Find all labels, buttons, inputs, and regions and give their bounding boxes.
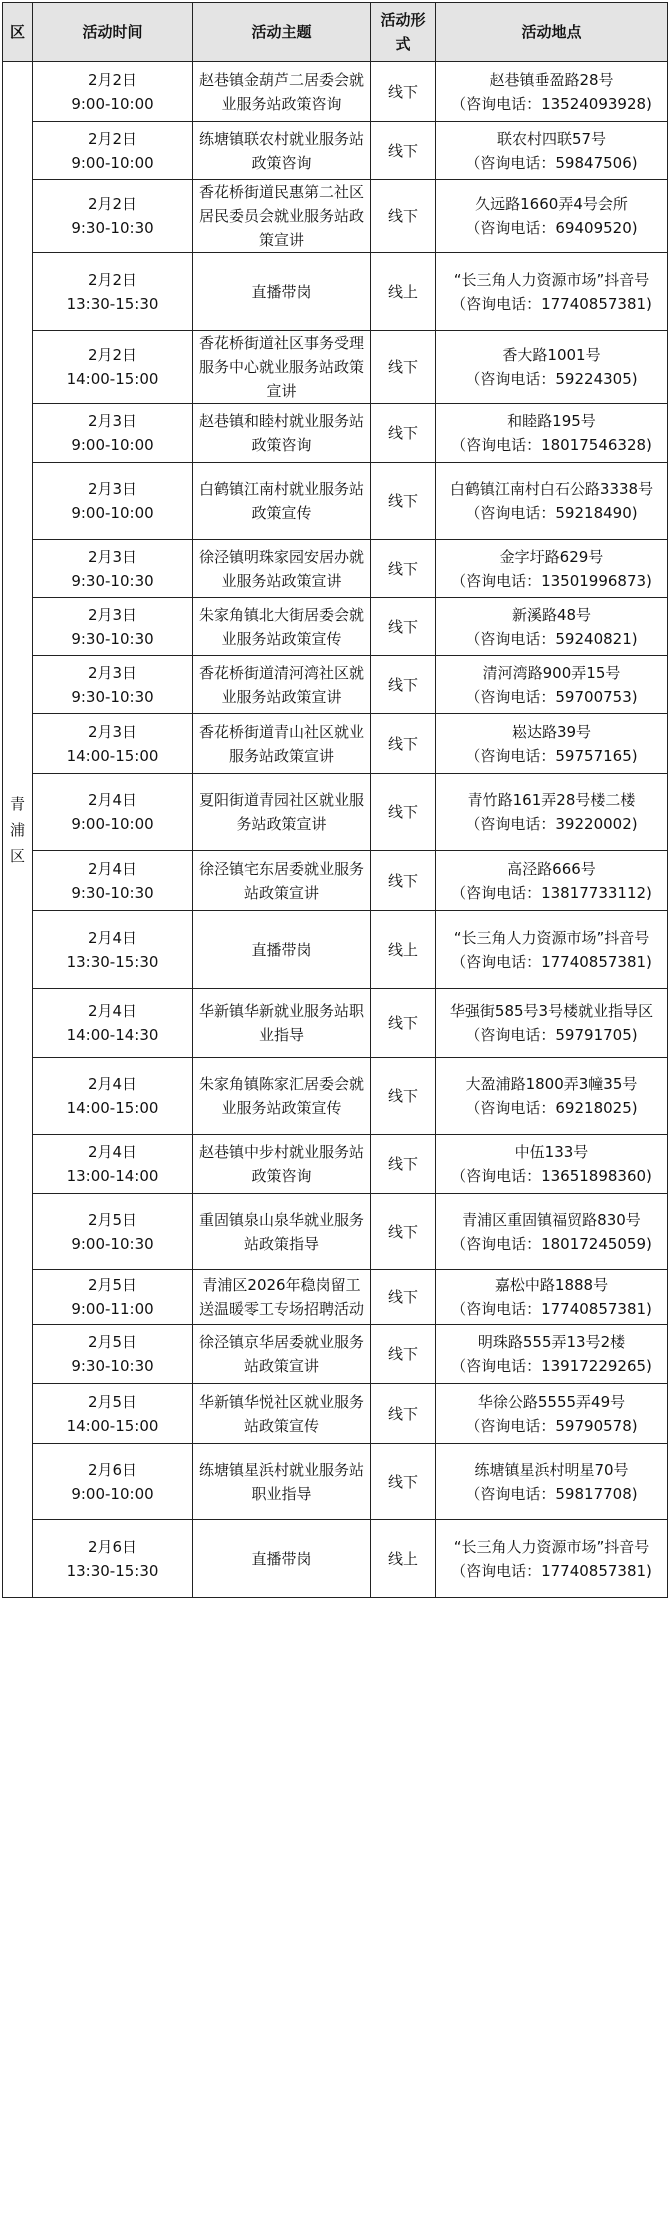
activity-form: 线上 [371, 911, 436, 989]
activity-time-cell [33, 1520, 193, 1598]
activity-form: 线下 [371, 598, 436, 656]
table-row [3, 1325, 668, 1384]
location-phone: （咨询电话：59817708) [465, 1484, 638, 1503]
table-row [3, 656, 668, 714]
activity-form: 线下 [371, 1135, 436, 1194]
activity-hours: 9:00-10:00 [71, 153, 154, 172]
activity-hours: 9:30-10:30 [71, 883, 154, 902]
activity-location-cell [436, 122, 668, 180]
activity-topic: 徐泾镇明珠家园安居办就业服务站政策宣讲 [193, 540, 371, 598]
activity-location-cell [436, 62, 668, 122]
activity-time-cell [33, 1444, 193, 1520]
activity-date: 2月2日 [87, 195, 138, 213]
location-phone: （咨询电话：59240821) [465, 629, 638, 648]
location-phone: （咨询电话：13524093928) [451, 94, 652, 113]
activity-date: 2月6日 [87, 1460, 138, 1479]
location-address: 练塘镇星浜村明星70号 [474, 1460, 629, 1479]
activity-form: 线下 [371, 1194, 436, 1270]
table-row [3, 989, 668, 1058]
activity-time-cell [33, 122, 193, 180]
location-phone: （咨询电话：59224305) [465, 370, 638, 388]
activity-location-cell [436, 1058, 668, 1135]
activity-time-cell [33, 1325, 193, 1384]
location-address: 赵巷镇垂盈路28号 [489, 70, 614, 89]
activity-hours: 9:00-10:00 [71, 94, 154, 113]
location-address: 青竹路161弄28号楼二楼 [467, 791, 636, 809]
activity-topic: 练塘镇联农村就业服务站政策咨询 [193, 122, 371, 180]
location-phone: （咨询电话：59218490) [465, 504, 638, 522]
activity-hours: 9:00-10:00 [71, 504, 154, 522]
activity-form: 线下 [371, 851, 436, 911]
activity-form: 线下 [371, 180, 436, 253]
activity-location-cell [436, 598, 668, 656]
activity-topic: 朱家角镇北大街居委会就业服务站政策宣传 [193, 598, 371, 656]
activity-location-cell [436, 1444, 668, 1520]
table-row [3, 404, 668, 463]
activity-location-cell [436, 851, 668, 911]
activity-location-cell [436, 1270, 668, 1325]
activity-time-cell [33, 656, 193, 714]
activity-form: 线下 [371, 331, 436, 404]
activity-location-cell [436, 774, 668, 851]
activity-form: 线下 [371, 404, 436, 463]
header-form: 活动形式 [371, 3, 436, 62]
activity-location-cell [436, 1520, 668, 1598]
activity-topic: 华新镇华悦社区就业服务站政策宣传 [193, 1384, 371, 1444]
activity-form: 线下 [371, 989, 436, 1058]
activity-date: 2月2日 [87, 346, 138, 364]
activity-location-cell [436, 253, 668, 331]
header-district: 区 [3, 3, 33, 62]
header-location: 活动地点 [436, 3, 668, 62]
activity-date: 2月4日 [87, 791, 138, 809]
table-row [3, 911, 668, 989]
activity-hours: 13:30-15:30 [66, 952, 159, 971]
activity-hours: 9:00-11:00 [71, 1300, 154, 1318]
location-phone: （咨询电话：39220002) [465, 815, 638, 833]
activity-topic: 朱家角镇陈家汇居委会就业服务站政策宣传 [193, 1058, 371, 1135]
activity-topic: 香花桥街道清河湾社区就业服务站政策宣讲 [193, 656, 371, 714]
activity-topic: 华新镇华新就业服务站职业指导 [193, 989, 371, 1058]
activity-location-cell [436, 911, 668, 989]
activity-hours: 9:30-10:30 [71, 219, 154, 237]
district-cell [3, 62, 33, 1598]
activity-time-cell [33, 714, 193, 774]
activity-location-cell [436, 1384, 668, 1444]
activity-topic: 徐泾镇京华居委就业服务站政策宣讲 [193, 1325, 371, 1384]
activity-time-cell [33, 180, 193, 253]
location-address: 大盈浦路1800弄3幢35号 [465, 1075, 638, 1093]
activity-topic: 香花桥街道民惠第二社区居民委员会就业服务站政策宣讲 [193, 180, 371, 253]
location-phone: （咨询电话：17740857381) [451, 952, 652, 971]
location-address: 青浦区重固镇福贸路830号 [462, 1210, 641, 1229]
activity-form: 线下 [371, 714, 436, 774]
activity-topic: 青浦区2026年稳岗留工送温暖零工专场招聘活动 [193, 1270, 371, 1325]
activity-topic: 夏阳街道青园社区就业服务站政策宣讲 [193, 774, 371, 851]
activity-date: 2月2日 [87, 270, 138, 289]
activity-date: 2月2日 [87, 70, 138, 89]
activity-date: 2月4日 [87, 1143, 138, 1161]
location-address: 清河湾路900弄15号 [482, 663, 621, 682]
location-address: 华徐公路5555弄49号 [477, 1392, 626, 1411]
activity-form: 线下 [371, 1270, 436, 1325]
location-phone: （咨询电话：69218025) [465, 1099, 638, 1117]
activity-time-cell [33, 404, 193, 463]
location-phone: （咨询电话：13651898360) [451, 1167, 652, 1185]
activity-form: 线下 [371, 656, 436, 714]
activity-form: 线下 [371, 1058, 436, 1135]
location-phone: （咨询电话：69409520) [465, 219, 638, 237]
table-header-row [3, 3, 668, 62]
activity-time-cell [33, 1194, 193, 1270]
location-address: “长三角人力资源市场”抖音号 [453, 1537, 650, 1556]
activity-hours: 13:30-15:30 [66, 294, 159, 313]
table-row [3, 122, 668, 180]
activity-hours: 9:30-10:30 [71, 629, 154, 648]
activity-location-cell [436, 1135, 668, 1194]
table-row [3, 1270, 668, 1325]
activity-form: 线上 [371, 1520, 436, 1598]
location-phone: （咨询电话：17740857381) [451, 1561, 652, 1580]
activity-time-cell [33, 540, 193, 598]
activity-date: 2月4日 [87, 928, 138, 947]
activity-date: 2月3日 [87, 663, 138, 682]
activity-hours: 9:00-10:00 [71, 1484, 154, 1503]
table-row [3, 253, 668, 331]
activity-schedule-table [2, 2, 668, 1598]
activity-time-cell [33, 1270, 193, 1325]
activity-time-cell [33, 851, 193, 911]
activity-date: 2月4日 [87, 1002, 138, 1020]
activity-location-cell [436, 1325, 668, 1384]
table-row [3, 1520, 668, 1598]
activity-topic: 赵巷镇金葫芦二居委会就业服务站政策咨询 [193, 62, 371, 122]
activity-time-cell [33, 911, 193, 989]
activity-hours: 9:30-10:30 [71, 1357, 154, 1375]
activity-date: 2月5日 [87, 1392, 138, 1411]
location-address: 明珠路555弄13号2楼 [477, 1333, 626, 1351]
activity-form: 线下 [371, 463, 436, 540]
activity-date: 2月3日 [87, 412, 138, 430]
table-row [3, 540, 668, 598]
location-address: 和睦路195号 [507, 412, 596, 430]
location-phone: （咨询电话：59757165) [465, 746, 638, 765]
activity-topic: 直播带岗 [193, 253, 371, 331]
location-address: 香大路1001号 [502, 346, 601, 364]
location-phone: （咨询电话：59700753) [465, 687, 638, 706]
location-phone: （咨询电话：59790578) [465, 1416, 638, 1435]
activity-time-cell [33, 1135, 193, 1194]
activity-form: 线下 [371, 1384, 436, 1444]
location-address: 久远路1660弄4号会所 [475, 195, 628, 213]
activity-hours: 14:00-14:30 [66, 1026, 159, 1044]
activity-topic: 直播带岗 [193, 911, 371, 989]
district-name: 青浦区 [9, 794, 25, 865]
activity-form: 线下 [371, 774, 436, 851]
location-address: 新溪路48号 [511, 605, 592, 624]
location-phone: （咨询电话：59847506) [465, 153, 638, 172]
table-row [3, 331, 668, 404]
table-row [3, 851, 668, 911]
table-row [3, 1058, 668, 1135]
table-row [3, 1444, 668, 1520]
activity-location-cell [436, 180, 668, 253]
activity-time-cell [33, 62, 193, 122]
activity-date: 2月6日 [87, 1537, 138, 1556]
activity-hours: 9:00-10:00 [71, 436, 154, 454]
table-row [3, 180, 668, 253]
location-address: 华强街585号3号楼就业指导区 [449, 1002, 654, 1020]
location-phone: （咨询电话：59791705) [465, 1026, 638, 1044]
activity-form: 线上 [371, 253, 436, 331]
location-address: 金字圩路629号 [499, 547, 604, 566]
activity-hours: 9:00-10:30 [71, 1234, 154, 1253]
activity-time-cell [33, 598, 193, 656]
activity-date: 2月3日 [87, 722, 138, 741]
activity-topic: 练塘镇星浜村就业服务站职业指导 [193, 1444, 371, 1520]
table-row [3, 774, 668, 851]
activity-location-cell [436, 1194, 668, 1270]
activity-hours: 9:30-10:30 [71, 687, 154, 706]
activity-topic: 香花桥街道社区事务受理服务中心就业服务站政策宣讲 [193, 331, 371, 404]
location-address: “长三角人力资源市场”抖音号 [453, 270, 650, 289]
activity-date: 2月5日 [87, 1276, 138, 1294]
location-phone: （咨询电话：13817733112) [451, 883, 652, 902]
activity-location-cell [436, 714, 668, 774]
activity-form: 线下 [371, 122, 436, 180]
location-phone: （咨询电话：13917229265) [451, 1357, 652, 1375]
activity-topic: 香花桥街道青山社区就业服务站政策宣讲 [193, 714, 371, 774]
activity-date: 2月5日 [87, 1210, 138, 1229]
activity-time-cell [33, 989, 193, 1058]
activity-hours: 13:30-15:30 [66, 1561, 159, 1580]
activity-location-cell [436, 656, 668, 714]
activity-hours: 14:00-15:00 [66, 746, 159, 765]
activity-date: 2月5日 [87, 1333, 138, 1351]
activity-date: 2月3日 [87, 547, 138, 566]
table-row [3, 1194, 668, 1270]
location-address: 联农村四联57号 [496, 129, 607, 148]
activity-hours: 9:30-10:30 [71, 571, 154, 590]
location-phone: （咨询电话：13501996873) [451, 571, 652, 590]
activity-topic: 赵巷镇中步村就业服务站政策咨询 [193, 1135, 371, 1194]
activity-hours: 14:00-15:00 [66, 1099, 159, 1117]
table-row [3, 1135, 668, 1194]
activity-time-cell [33, 463, 193, 540]
activity-form: 线下 [371, 540, 436, 598]
activity-time-cell [33, 1384, 193, 1444]
activity-topic: 重固镇泉山泉华就业服务站政策指导 [193, 1194, 371, 1270]
location-phone: （咨询电话：17740857381) [451, 294, 652, 313]
location-address: “长三角人力资源市场”抖音号 [453, 928, 650, 947]
activity-date: 2月4日 [87, 1075, 138, 1093]
activity-topic: 赵巷镇和睦村就业服务站政策咨询 [193, 404, 371, 463]
table-row [3, 463, 668, 540]
table-row [3, 598, 668, 656]
activity-hours: 9:00-10:00 [71, 815, 154, 833]
activity-location-cell [436, 463, 668, 540]
location-address: 高泾路666号 [507, 859, 596, 878]
table-row [3, 62, 668, 122]
activity-date: 2月2日 [87, 129, 138, 148]
activity-date: 2月3日 [87, 480, 138, 498]
activity-form: 线下 [371, 1444, 436, 1520]
activity-location-cell [436, 540, 668, 598]
activity-topic: 徐泾镇宅东居委就业服务站政策宣讲 [193, 851, 371, 911]
activity-form: 线下 [371, 1325, 436, 1384]
header-topic: 活动主题 [193, 3, 371, 62]
activity-hours: 14:00-15:00 [66, 370, 159, 388]
location-phone: （咨询电话：18017546328) [451, 436, 652, 454]
location-phone: （咨询电话：18017245059) [451, 1234, 652, 1253]
location-address: 崧达路39号 [511, 722, 592, 741]
activity-time-cell [33, 1058, 193, 1135]
activity-date: 2月4日 [87, 859, 138, 878]
header-time: 活动时间 [33, 3, 193, 62]
activity-time-cell [33, 774, 193, 851]
activity-location-cell [436, 404, 668, 463]
activity-topic: 直播带岗 [193, 1520, 371, 1598]
activity-form: 线下 [371, 62, 436, 122]
table-row [3, 1384, 668, 1444]
activity-date: 2月3日 [87, 605, 138, 624]
activity-topic: 白鹤镇江南村就业服务站政策宣传 [193, 463, 371, 540]
location-phone: （咨询电话：17740857381) [451, 1300, 652, 1318]
location-address: 白鹤镇江南村白石公路3338号 [449, 480, 654, 498]
location-address: 嘉松中路1888号 [494, 1276, 609, 1294]
location-address: 中伍133号 [514, 1143, 589, 1161]
table-row [3, 714, 668, 774]
activity-hours: 13:00-14:00 [66, 1167, 159, 1185]
activity-time-cell [33, 331, 193, 404]
activity-hours: 14:00-15:00 [66, 1416, 159, 1435]
activity-location-cell [436, 989, 668, 1058]
activity-time-cell [33, 253, 193, 331]
activity-location-cell [436, 331, 668, 404]
